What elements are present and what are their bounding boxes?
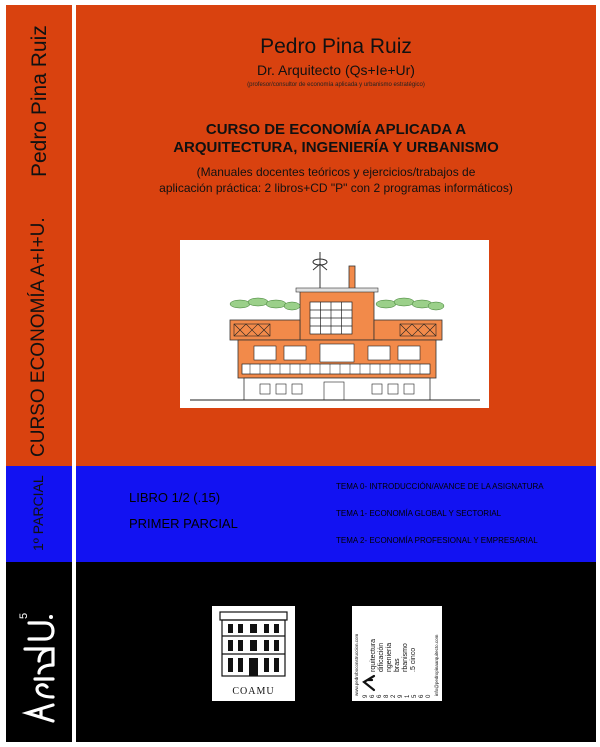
aeidu-digit: 6 bbox=[370, 694, 376, 698]
aeidu-digit: 5 bbox=[412, 694, 418, 698]
cover-small-note: (profesor/consultor de economía aplicada y urbanismo estratégico) bbox=[247, 82, 425, 88]
aeidu-digit: 2 bbox=[391, 694, 397, 698]
cover-subtitle-line1: (Manuales docentes teóricos y ejercicios/trabajos de bbox=[196, 165, 476, 179]
cover-tema-2: TEMA 2- ECONOMÍA PROFESIONAL Y EMPRESARIAL bbox=[336, 536, 538, 545]
cover-author: Pedro Pina Ruiz bbox=[260, 35, 412, 58]
aeidu-word-3: ngeniería bbox=[386, 642, 393, 672]
aeidu-word-5: rbanismo bbox=[402, 643, 409, 672]
aeidu-digit: 9 bbox=[398, 694, 404, 698]
cover-libro-label: LIBRO 1/2 (.15) bbox=[129, 490, 221, 505]
svg-text:5: 5 bbox=[19, 612, 30, 619]
aeidu-word-4: bras bbox=[394, 658, 401, 672]
aeidu-word-6: .5 cinco bbox=[410, 647, 417, 672]
book-spine bbox=[6, 5, 72, 742]
building-elevation-drawing bbox=[180, 240, 489, 408]
aeidu-digit: 0 bbox=[426, 694, 432, 698]
cover-degree: Dr. Arquitecto (Qs+Ie+Ur) bbox=[257, 62, 415, 78]
cover-tema-0: TEMA 0- INTRODUCCIÓN/AVANCE DE LA ASIGNATURA bbox=[336, 482, 544, 491]
spine-author: Pedro Pina Ruiz bbox=[28, 25, 51, 177]
aeidu-logo bbox=[352, 606, 442, 701]
aeidu-word-1: rquitectura bbox=[370, 638, 377, 672]
cover-subtitle-line2: aplicación práctica: 2 libros+CD "P" con 2 programas informáticos) bbox=[159, 181, 513, 195]
aeidu-digit: 6 bbox=[419, 694, 425, 698]
cover-title-line1: CURSO DE ECONOMÍA APLICADA A bbox=[205, 121, 467, 138]
book-front-cover bbox=[76, 5, 596, 742]
aeidu-url-left: www.pedroboconstruccion.com bbox=[354, 633, 359, 696]
coamu-logo-text: COAMU bbox=[232, 686, 275, 697]
cover-parcial-label: PRIMER PARCIAL bbox=[129, 516, 238, 531]
spine-course: CURSO ECONOMÍA A+I+U. bbox=[28, 217, 49, 457]
aeidu-digit: 9 bbox=[363, 694, 369, 698]
coamu-logo bbox=[212, 606, 295, 701]
aeidu-digit: 8 bbox=[384, 694, 390, 698]
spine-parcial: 1º PARCIAL bbox=[30, 475, 46, 551]
cover-black-band bbox=[76, 562, 596, 742]
aeidu-digit: 1 bbox=[405, 694, 411, 698]
aeidu-digit: 6 bbox=[377, 694, 383, 698]
spine-aeidu-logo bbox=[19, 609, 59, 729]
cover-tema-1: TEMA 1- ECONOMÍA GLOBAL Y SECTORIAL bbox=[336, 509, 502, 518]
aeidu-url-right: info@pedropinaarquitecto.com bbox=[434, 634, 439, 696]
aeidu-word-2: dificación bbox=[378, 642, 385, 672]
cover-title-line2: ARQUITECTURA, INGENIERÍA Y URBANISMO bbox=[173, 139, 499, 156]
